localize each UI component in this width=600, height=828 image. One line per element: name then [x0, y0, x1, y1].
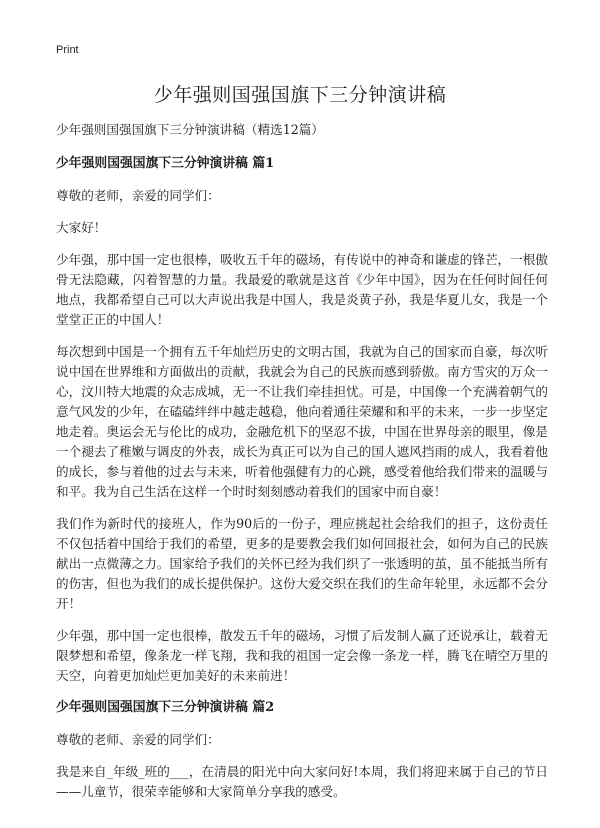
- body-paragraph: 每次想到中国是一个拥有五千年灿烂历史的文明古国，我就为自己的国家而自豪，每次听说中国在世界维和方面做出的贡献，我就会为自己的民族而感到骄傲。南方雪灾的万众一心，汶川特大地震的众志成城，无一不让我们牵挂担忧。可是，中国像一个充满着朝气的意气风发的少年，在磕磕绊绊中越走越稳，他向着通往荣耀和和平的未来，一步一步坚定地走着。奥运会无与伦比的成功，金融危机下的坚忍不拔，中国在世界母亲的眼里，像是一个褪去了稚嫩与调皮的外表，成长为真正可以为自己的国人遮风挡雨的成人，我看着他的成长，参与着他的过去与未来，听着他强健有力的心跳，感受着他给我们带来的温暖与和平。我为自己生活在这样一个时时刻刻感动着我们的国家中而自豪！: [56, 344, 548, 499]
- body-paragraph: 少年强，那中国一定也很棒，散发五千年的磁场，习惯了后发制人赢了还说承让，载着无限梦想和希望，像条龙一样飞翔，我和我的祖国一定会像一条龙一样，腾飞在晴空万里的天空，向着更加灿烂更加美好的未来前进！: [56, 628, 548, 683]
- document-subtitle: 少年强则国强国旗下三分钟演讲稿（精选12篇）: [56, 122, 324, 137]
- body-paragraph: 我们作为新时代的接班人，作为90后的一份子，理应挑起社会给我们的担子，这份责任不仅包括着中国给于我们的希望，更多的是要教会我们如何回报社会，如何为自己的民族献出一点微薄之力。国家给予我们的关怀已经为我们织了一张透明的茧，虽不能抵当所有的伤害，但也为我们的成长提供保护。这份大爱交织在我们的生命年轮里，永远都不会分开！: [56, 516, 548, 611]
- section-heading: 少年强则国强国旗下三分钟演讲稿 篇2: [56, 700, 275, 715]
- section-heading: 少年强则国强国旗下三分钟演讲稿 篇1: [56, 156, 275, 171]
- body-paragraph: 少年强，那中国一定也很棒，吸收五千年的磁场，有传说中的神奇和谦虚的锋芒，一根傲骨无法隐藏，闪着智慧的力量。我最爱的歌就是这首《少年中国》，因为在任何时间任何地点，我都希望自己可以大声说出我是中国人，我是炎黄子孙，我是华夏儿女，我是一个堂堂正正的中国人！: [56, 252, 548, 327]
- greeting: 大家好！: [56, 220, 107, 235]
- salutation: 尊敬的老师、亲爱的同学们：: [56, 732, 220, 747]
- body-paragraph: 我是来自_年级_班的___，在清晨的阳光中向大家问好!本周，我们将迎来属于自己的节日——儿童节，很荣幸能够和大家简单分享我的感受。: [56, 764, 548, 799]
- page-title: 少年强则国强国旗下三分钟演讲稿: [153, 84, 447, 106]
- document-body: [56, 120, 548, 814]
- salutation: 尊敬的老师，亲爱的同学们：: [56, 188, 220, 203]
- print-link[interactable]: Print: [56, 44, 79, 56]
